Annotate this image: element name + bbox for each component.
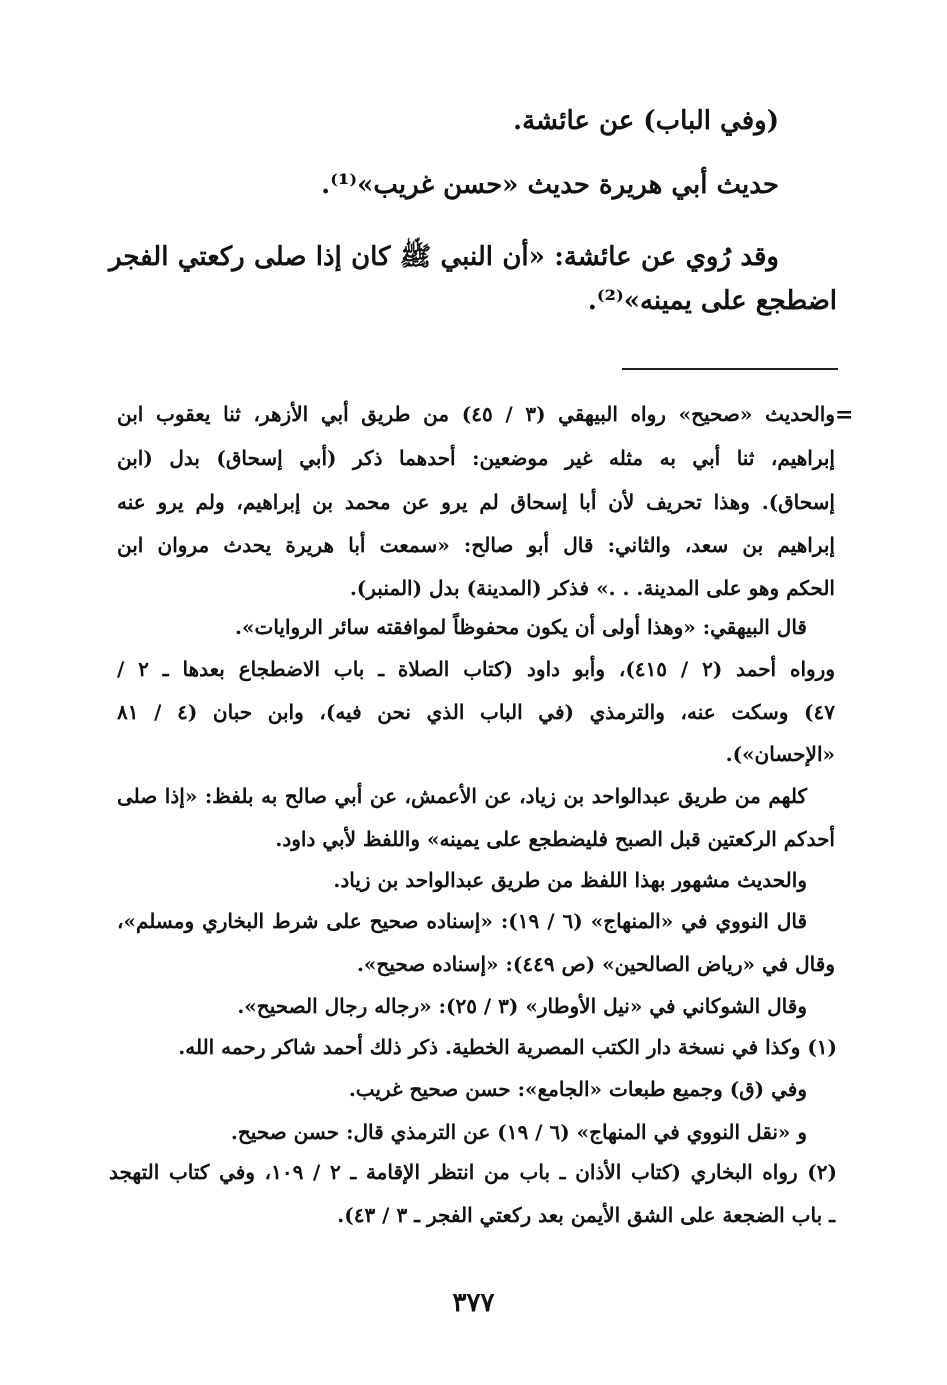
footnote-line: و «نقل النووي في المنهاج» (٦ / ١٩) عن الترمذي قال: حسن صحيح.	[230, 1120, 807, 1144]
footnote-line: وقال الشوكاني في «نيل الأوطار» (٣ / ٢٥): «رجاله رجال الصحيح».	[237, 994, 807, 1018]
footnote-separator	[622, 368, 838, 370]
main-text-line-2: حديث أبي هريرة حديث «حسن غريب»⁽¹⁾.	[321, 170, 779, 200]
footnote-line: إسحاق). وهذا تحريف لأن أبا إسحاق لم يرو عن محمد بن إبراهيم، ولم يرو عنه	[117, 490, 835, 514]
footnote-line: أحدكم الركعتين قبل الصبح فليضطجع على يمينه» واللفظ لأبي داود.	[275, 827, 835, 851]
footnote-line: والحديث مشهور بهذا اللفظ من طريق عبدالواحد بن زياد.	[333, 868, 807, 892]
footnote-2: (٢) رواه البخاري (كتاب الأذان ـ باب من انتظر الإقامة ـ ٢ / ١٠٩، وفي كتاب التهجد	[109, 1160, 837, 1184]
footnote-line: قال البيهقي: «وهذا أولى أن يكون محفوظاً لموافقته سائر الروايات».	[235, 615, 807, 639]
footnote-line: «الإحسان»).	[725, 742, 835, 766]
footnote-line: إبراهيم بن سعد، والثاني: قال أبو صالح: «سمعت أبا هريرة يحدث مروان ابن	[117, 533, 835, 557]
footnote-1: (١) وكذا في نسخة دار الكتب المصرية الخطية. ذكر ذلك أحمد شاكر رحمه الله.	[178, 1035, 837, 1059]
footnote-line: ورواه أحمد (٢ / ٤١٥)، وأبو داود (كتاب الصلاة ـ باب الاضطجاع بعدها ـ ٢ /	[117, 657, 835, 681]
footnote-line: وفي (ق) وجميع طبعات «الجامع»: حسن صحيح غريب.	[348, 1077, 807, 1101]
footnote-line: ـ باب الضجعة على الشق الأيمن بعد ركعتي الفجر ـ ٣ / ٤٣).	[337, 1203, 835, 1227]
main-text-line-1: (وفي الباب) عن عائشة.	[513, 106, 779, 136]
footnote-line: قال النووي في «المنهاج» (٦ / ١٩): «إسناده صحيح على شرط البخاري ومسلم»،	[117, 909, 808, 933]
footnote-line: ٤٧) وسكت عنه، والترمذي (في الباب الذي نحن فيه)، وابن حبان (٤ / ٨١	[117, 700, 836, 724]
main-text-line-3: وقد رُوي عن عائشة: «أن النبي ﷺ كان إذا صلى ركعتي الفجر	[109, 242, 779, 272]
continuation-mark: =	[835, 402, 854, 428]
footnote-line: الحكم وهو على المدينة. . .» فذكر (المدينة) بدل (المنبر).	[349, 576, 835, 600]
page-number: ٣٧٧	[452, 1288, 495, 1318]
footnote-line: وقال في «رياض الصالحين» (ص ٤٤٩): «إسناده صحيح».	[356, 952, 835, 976]
footnote-line: كلهم من طريق عبدالواحد بن زياد، عن الأعمش، عن أبي صالح به بلفظ: «إذا صلى	[117, 784, 807, 808]
footnote-line: إبراهيم، ثنا أبي به مثله غير موضعين: أحدهما ذكر (أبي إسحاق) بدل (ابن	[117, 446, 835, 470]
main-text-line-4: اضطجع على يمينه»⁽²⁾.	[587, 286, 837, 316]
footnote-line: والحديث «صحيح» رواه البيهقي (٣ / ٤٥) من طريق أبي الأزهر، ثنا يعقوب ابن	[117, 402, 835, 426]
